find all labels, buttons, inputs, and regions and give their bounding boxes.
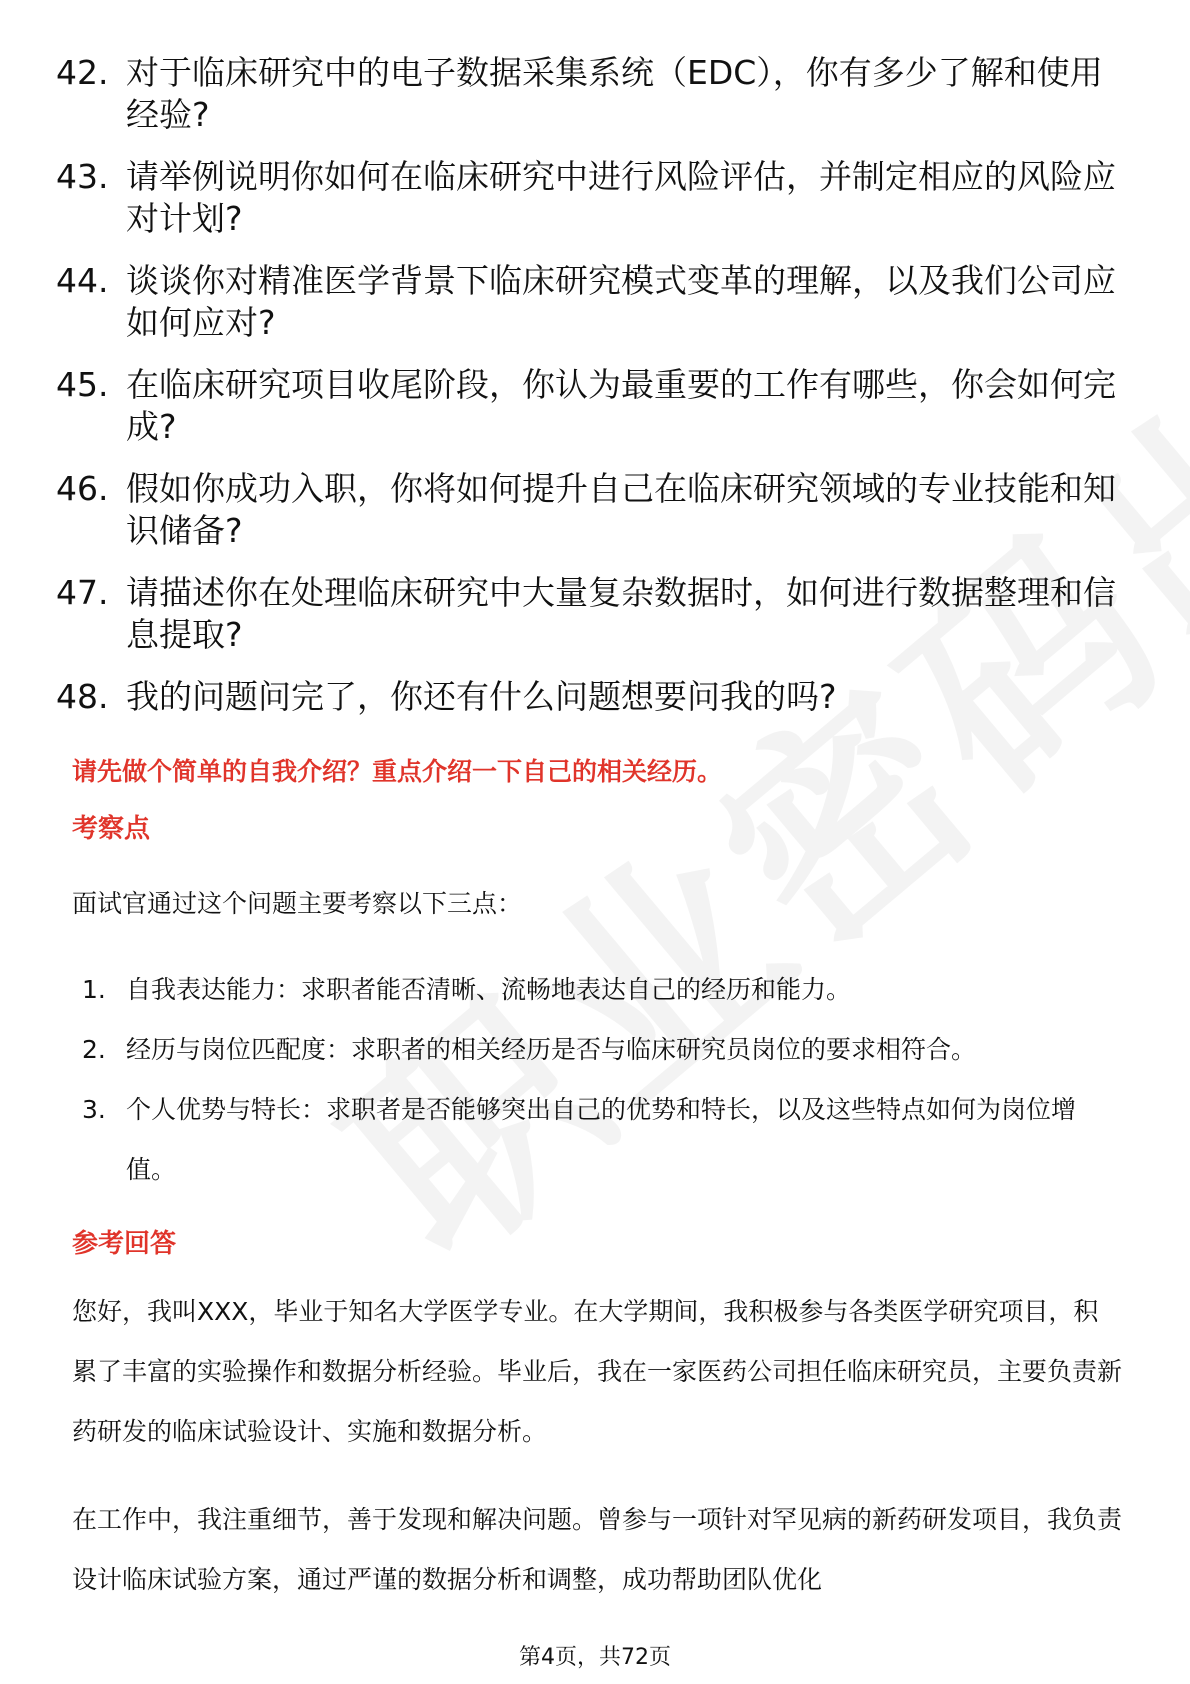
question-item [56, 468, 1126, 552]
question-text: 我的问题问完了，你还有什么问题想要问我的吗? [126, 677, 837, 716]
question-number: 44. [56, 261, 109, 300]
answer-heading: 参考回答 [72, 1229, 177, 1259]
intro-question-heading: 请先做个简单的自我介绍？重点介绍一下自己的相关经历。 [72, 757, 723, 786]
question-text: 请描述你在处理临床研究中大量复杂数据时，如何进行数据整理和信息提取? [126, 573, 1116, 654]
question-item [56, 52, 1126, 136]
focus-point-number: 1. [82, 975, 106, 1004]
question-text: 对于临床研究中的电子数据采集系统（EDC），你有多少了解和使用经验? [126, 53, 1103, 134]
focus-point-text: 个人优势与特长：求职者是否能够突出自己的优势和特长，以及这些特点如何为岗位增值。 [126, 1095, 1077, 1184]
focus-point-number: 3. [82, 1095, 106, 1124]
question-item [56, 156, 1126, 240]
focus-heading: 考察点 [72, 814, 151, 844]
question-item [56, 676, 1126, 718]
question-item [56, 572, 1126, 656]
question-text: 请举例说明你如何在临床研究中进行风险评估，并制定相应的风险应对计划? [126, 157, 1116, 238]
page-footer: 第4页，共72页 [519, 1645, 671, 1670]
focus-point-item [82, 1080, 1122, 1200]
focus-lead-text: 面试官通过这个问题主要考察以下三点： [72, 889, 523, 918]
question-text: 谈谈你对精准医学背景下临床研究模式变革的理解，以及我们公司应如何应对? [126, 261, 1116, 342]
question-number: 46. [56, 469, 109, 508]
question-number: 42. [56, 53, 109, 92]
answer-paragraph: 在工作中，我注重细节，善于发现和解决问题。曾参与一项针对罕见病的新药研发项目，我负责设计临床试验方案，通过严谨的数据分析和调整，成功帮助团队优化 [72, 1505, 1123, 1594]
focus-point-text: 经历与岗位匹配度：求职者的相关经历是否与临床研究员岗位的要求相符合。 [126, 1035, 977, 1064]
focus-point-text: 自我表达能力：求职者能否清晰、流畅地表达自己的经历和能力。 [126, 975, 852, 1004]
focus-point-item [82, 960, 1122, 1020]
question-number: 45. [56, 365, 109, 404]
question-item [56, 364, 1126, 448]
question-list [56, 52, 1126, 738]
question-number: 47. [56, 573, 109, 612]
question-text: 在临床研究项目收尾阶段，你认为最重要的工作有哪些，你会如何完成? [126, 365, 1116, 446]
answer-paragraph: 您好，我叫XXX，毕业于知名大学医学专业。在大学期间，我积极参与各类医学研究项目，积累了丰富的实验操作和数据分析经验。毕业后，我在一家医药公司担任临床研究员，主要负责新药研发的临床试验设计、实施和数据分析。 [72, 1297, 1123, 1446]
focus-point-list [82, 960, 1122, 1200]
focus-point-item [82, 1020, 1122, 1080]
question-number: 43. [56, 157, 109, 196]
question-number: 48. [56, 677, 109, 716]
question-item [56, 260, 1126, 344]
focus-point-number: 2. [82, 1035, 106, 1064]
question-text: 假如你成功入职，你将如何提升自己在临床研究领域的专业技能和知识储备? [126, 469, 1116, 550]
